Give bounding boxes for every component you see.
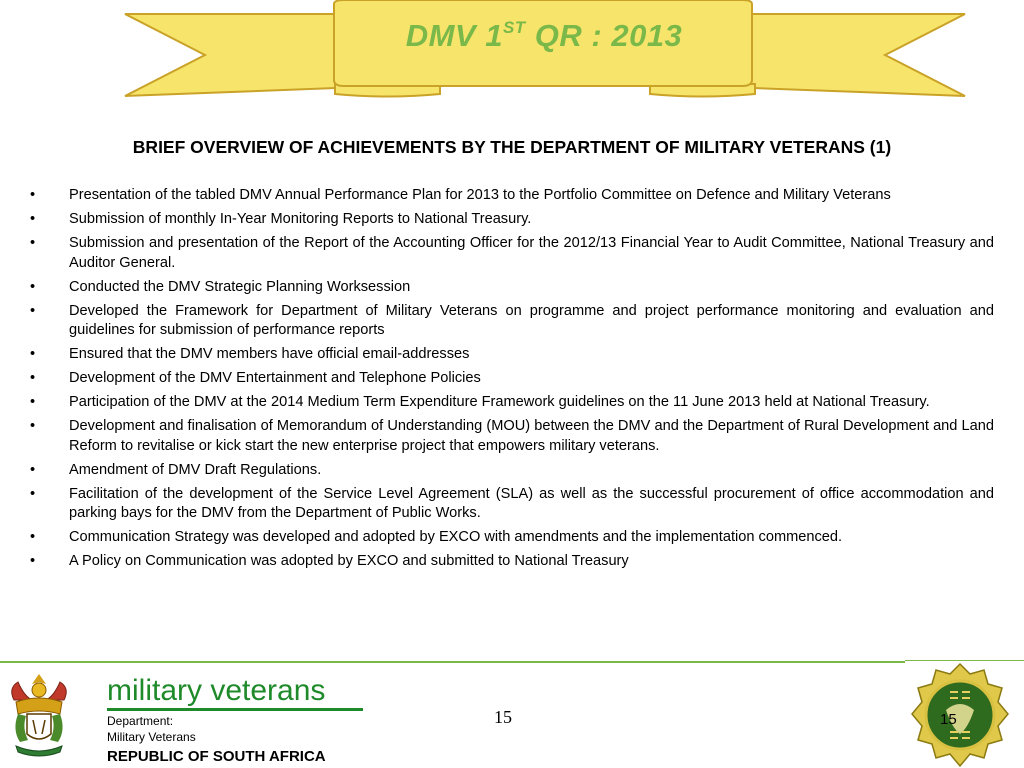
bullet-marker: • — [30, 211, 36, 227]
list-item — [30, 417, 994, 456]
list-item — [30, 369, 994, 389]
slide-title-rest: QR : 2013 — [525, 18, 683, 53]
department-name: Military Veterans — [107, 730, 196, 744]
list-item-text: A Policy on Communication was adopted by EXCO and submitted to National Treasury — [69, 553, 629, 569]
slide-title-main: DMV 1 — [405, 18, 503, 53]
bullet-marker: • — [30, 302, 36, 319]
list-item-text: Developed the Framework for Department of Military Veterans on programme and project performance monitoring and evaluation and guidelines for submission of performance reports — [69, 302, 994, 338]
bullet-marker: • — [30, 394, 36, 410]
slide-title — [338, 18, 750, 54]
slide-title-superscript: ST — [502, 18, 526, 37]
achievements-list — [30, 186, 994, 576]
emblem-page-number: 15 — [940, 711, 957, 728]
list-item — [30, 278, 994, 298]
list-item — [30, 302, 994, 341]
bullet-marker: • — [30, 529, 36, 545]
bullet-marker: • — [30, 418, 36, 434]
country-name: REPUBLIC OF SOUTH AFRICA — [107, 748, 326, 765]
bullet-marker: • — [30, 553, 36, 569]
military-veterans-emblem-icon — [910, 662, 1010, 768]
list-item-text: Communication Strategy was developed and adopted by EXCO with amendments and the implementation commenced. — [69, 529, 843, 545]
footer-divider — [0, 661, 905, 663]
bullet-marker: • — [30, 187, 36, 203]
list-item — [30, 552, 994, 572]
list-item-text: Amendment of DMV Draft Regulations. — [69, 461, 322, 478]
list-item-text: Submission of monthly In-Year Monitoring Reports to National Treasury. — [69, 211, 532, 227]
list-item — [30, 210, 994, 230]
list-item — [30, 528, 994, 548]
list-item-text: Development and finalisation of Memorandum of Understanding (MOU) between the DMV and the Department of Rural Development and Land Reform to revitalise or kick start the new enterprise project that empowers military veterans. — [69, 418, 994, 454]
list-item — [30, 485, 994, 524]
list-item — [30, 461, 994, 481]
brand-title: military veterans — [107, 674, 363, 711]
department-label: Department: — [107, 714, 174, 728]
bullet-marker: • — [30, 461, 36, 478]
bullet-marker: • — [30, 485, 36, 502]
list-item-text: Conducted the DMV Strategic Planning Worksession — [69, 278, 411, 295]
coat-of-arms-icon — [4, 670, 74, 760]
list-item-text: Presentation of the tabled DMV Annual Performance Plan for 2013 to the Portfolio Committee on Defence and Military Veterans — [69, 187, 891, 203]
bullet-marker: • — [30, 346, 36, 362]
list-item-text: Participation of the DMV at the 2014 Medium Term Expenditure Framework guidelines on the 11 June 2013 held at National Treasury. — [69, 394, 930, 410]
list-item-text: Ensured that the DMV members have official email-addresses — [69, 346, 470, 362]
list-item — [30, 393, 994, 413]
bullet-marker: • — [30, 278, 36, 295]
bullet-marker: • — [30, 235, 36, 251]
list-item — [30, 186, 994, 206]
list-item-text: Submission and presentation of the Report of the Accounting Officer for the 2012/13 Financial Year to Audit Committee, National Treasury and Auditor General. — [69, 235, 994, 271]
section-heading: BRIEF OVERVIEW OF ACHIEVEMENTS BY THE DEPARTMENT OF MILITARY VETERANS (1) — [132, 137, 892, 157]
bullet-marker: • — [30, 370, 36, 386]
footer-divider-right — [905, 660, 1024, 661]
list-item-text: Development of the DMV Entertainment and Telephone Policies — [69, 370, 481, 386]
list-item — [30, 234, 994, 273]
list-item-text: Facilitation of the development of the Service Level Agreement (SLA) as well as the successful procurement of office accommodation and parking bays for the DMV from the Department of Public Works. — [69, 485, 994, 521]
page-number: 15 — [494, 707, 512, 727]
list-item — [30, 345, 994, 365]
